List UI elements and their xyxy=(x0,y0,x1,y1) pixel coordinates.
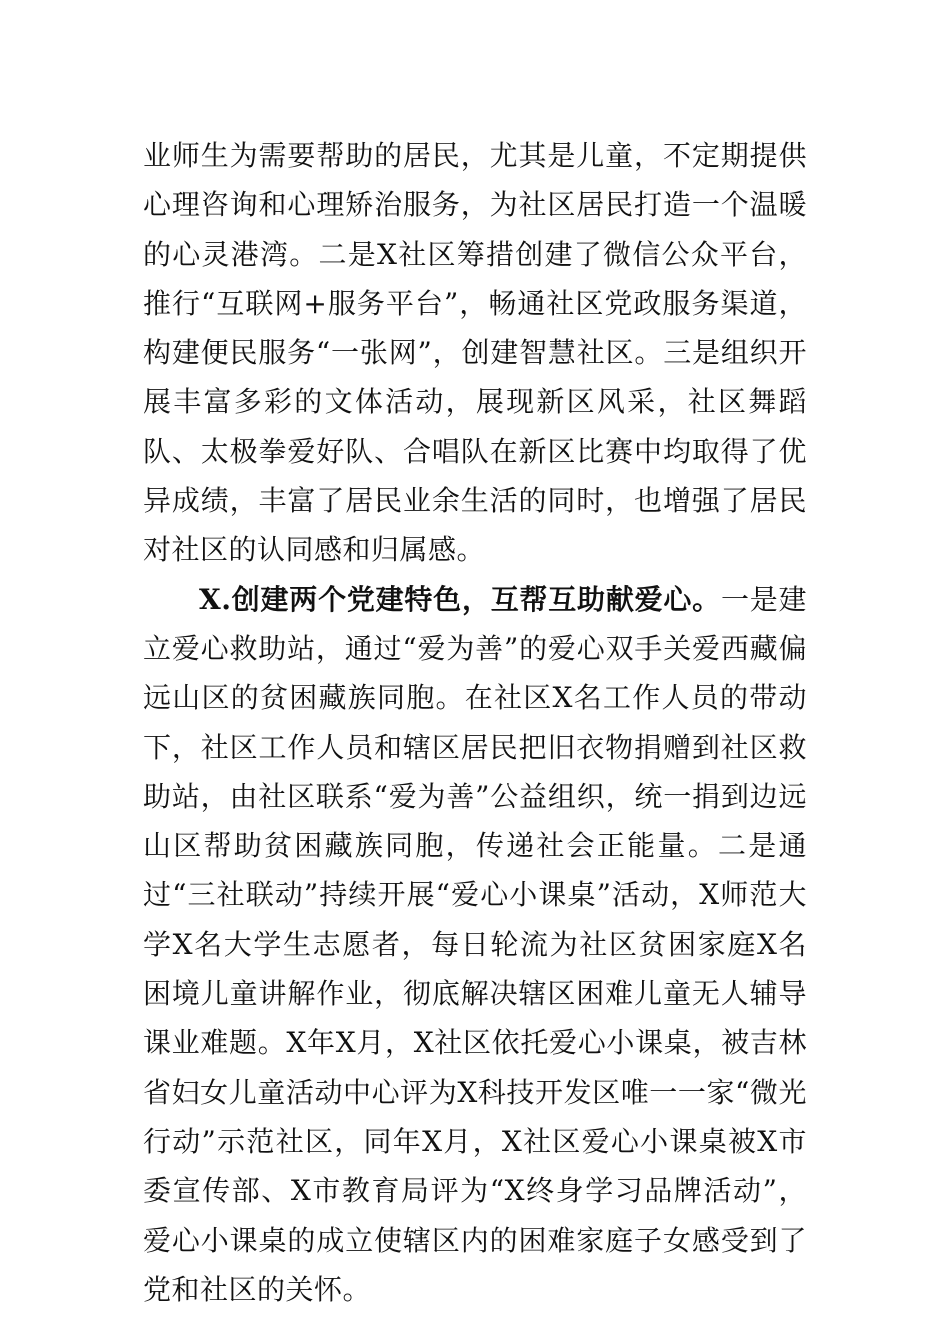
paragraph-section xyxy=(143,575,807,1314)
paragraph-continued xyxy=(143,131,807,575)
document-page xyxy=(143,131,807,1314)
paragraph-text: 业师生为需要帮助的居民，尤其是儿童，不定期提供心理咨询和心理矫治服务，为社区居民打造一个温暖的心灵港湾。二是X社区筹措创建了微信公众平台，推行“互联网+服务平台”，畅通社区党政服务渠道，构建便民服务“一张网”，创建智慧社区。三是组织开展丰富多彩的文体活动，展现新区风采，社区舞蹈队、太极拳爱好队、合唱队在新区比赛中均取得了优异成绩，丰富了居民业余生活的同时，也增强了居民对社区的认同感和归属感。 xyxy=(143,139,807,567)
section-heading: X.创建两个党建特色，互帮互助献爱心。 xyxy=(199,582,721,616)
paragraph-text: 一是建立爱心救助站，通过“爱为善”的爱心双手关爱西藏偏远山区的贫困藏族同胞。在社区X名工作人员的带动下，社区工作人员和辖区居民把旧衣物捐赠到社区救助站，由社区联系“爱为善”公益组织，统一捐到边远山区帮助贫困藏族同胞，传递社会正能量。二是通过“三社联动”持续开展“爱心小课桌”活动，X师范大学X名大学生志愿者，每日轮流为社区贫困家庭X名困境儿童讲解作业，彻底解决辖区困难儿童无人辅导课业难题。X年X月，X社区依托爱心小课桌，被吉林省妇女儿童活动中心评为X科技开发区唯一一家“微光行动”示范社区，同年X月，X社区爱心小课桌被X市委宣传部、X市教育局评为“X终身学习品牌活动”，爱心小课桌的成立使辖区内的困难家庭子女感受到了党和社区的关怀。 xyxy=(143,582,807,1306)
